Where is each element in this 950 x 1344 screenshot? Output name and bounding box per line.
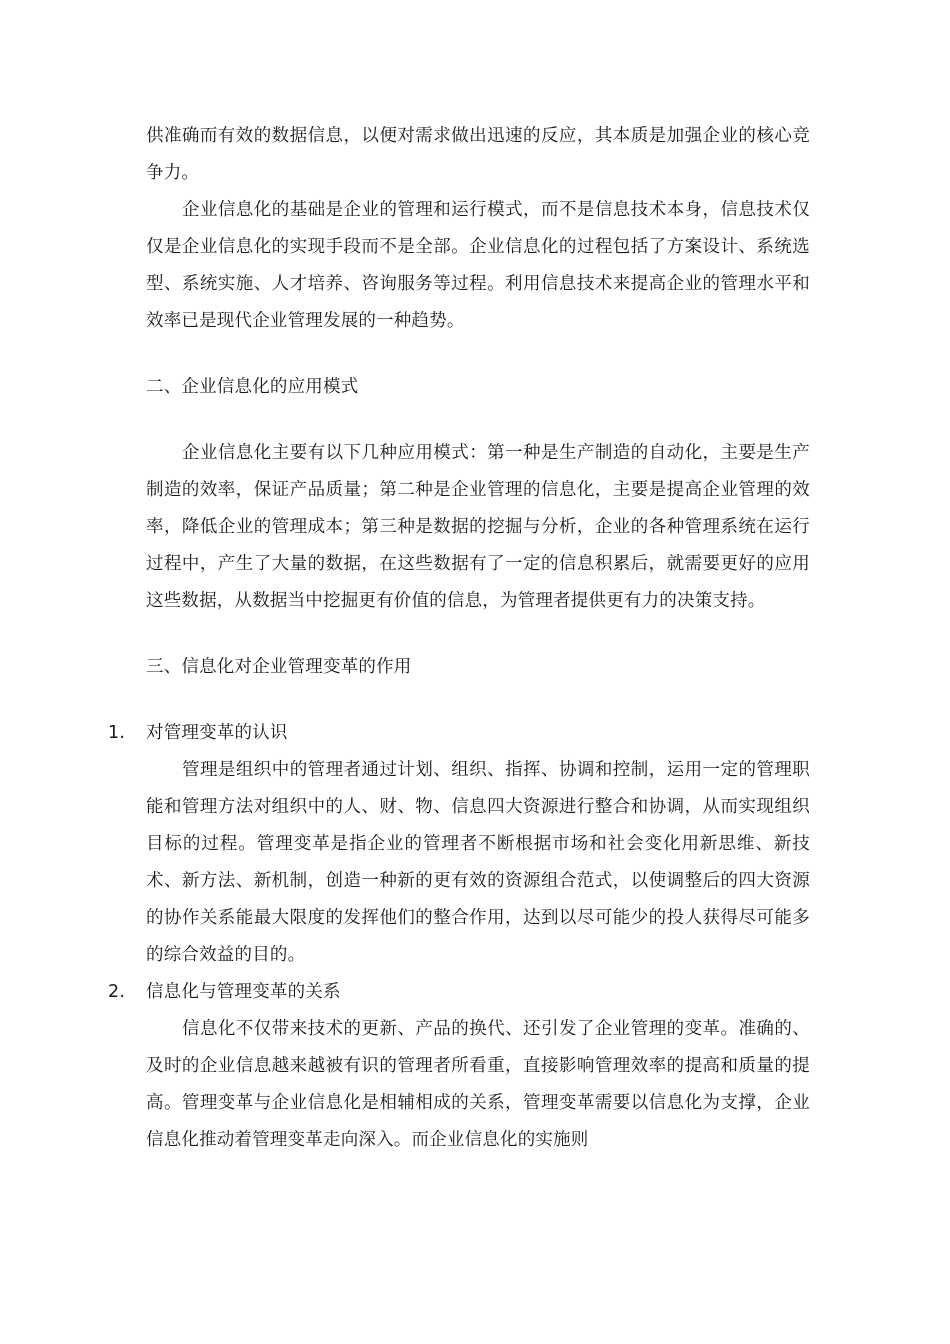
paragraph-application-modes: 企业信息化主要有以下几种应用模式：第一种是生产制造的自动化，主要是生产制造的效率，保证产品质量；第二种是企业管理的信息化，主要是提高企业管理的效率，降低企业的管理成本；第三种是数据的挖掘与分析，企业的各种管理系统在运行过程中，产生了大量的数据，在这些数据有了一定的信息积累后，就需要更好的应用这些数据，从数据当中挖掘更有价值的信息，为管理者提供更有力的决策支持。	[146, 443, 810, 611]
section-heading-management-reform: 三、信息化对企业管理变革的作用	[146, 657, 412, 677]
paragraph-informatization-foundation: 企业信息化的基础是企业的管理和运行模式，而不是信息技术本身，信息技术仅仅是企业信息化的实现手段而不是全部。企业信息化的过程包括了方案设计、系统选型、系统实施、人才培养、咨询服务等过程。利用信息技术来提高企业的管理水平和效率已是现代企业管理发展的一种趋势。	[146, 200, 810, 331]
paragraph-informatization-reform-relation: 信息化不仅带来技术的更新、产品的换代、还引发了企业管理的变革。准确的、及时的企业信息越来越被有识的管理者所看重，直接影响管理效率的提高和质量的提高。管理变革与企业信息化是相辅相成的关系，管理变革需要以信息化为支撑，企业信息化推动着管理变革走向深入。而企业信息化的实施则	[146, 1019, 810, 1150]
list-item-title: 对管理变革的认识	[146, 723, 288, 743]
document-body	[108, 118, 810, 1159]
list-number: 1.	[108, 723, 126, 743]
section-heading-application-modes: 二、企业信息化的应用模式	[146, 377, 359, 397]
list-number: 2.	[108, 982, 126, 1002]
list-item-1	[108, 715, 810, 752]
paragraph-core-competitiveness: 供准确而有效的数据信息，以便对需求做出迅速的反应，其本质是加强企业的核心竞争力。	[146, 126, 810, 183]
paragraph-management-reform-understanding: 管理是组织中的管理者通过计划、组织、指挥、协调和控制，运用一定的管理职能和管理方法对组织中的人、财、物、信息四大资源进行整合和协调，从而实现组织目标的过程。管理变革是指企业的管理者不断根据市场和社会变化用新思维、新技术、新方法、新机制，创造一种新的更有效的资源组合范式，以使调整后的四大资源的协作关系能最大限度的发挥他们的整合作用，达到以尽可能少的投人获得尽可能多的综合效益的目的。	[146, 760, 810, 965]
list-item-2	[108, 974, 810, 1011]
list-item-title: 信息化与管理变革的关系	[146, 982, 341, 1002]
